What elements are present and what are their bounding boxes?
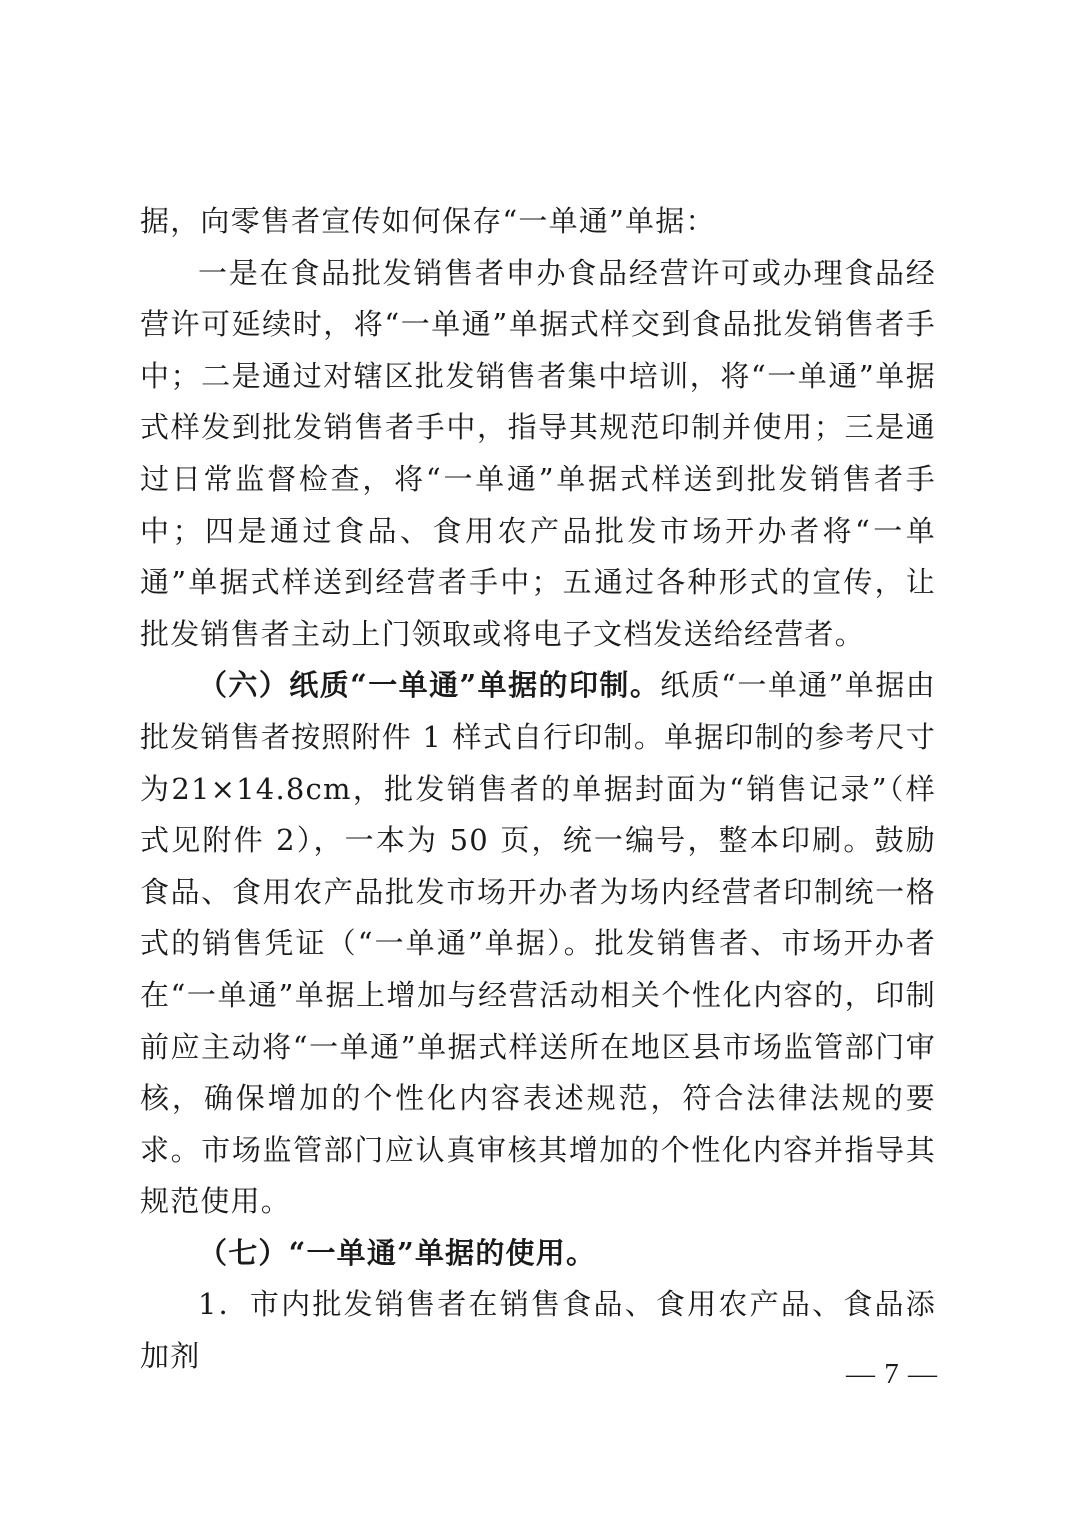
paragraph-text: 据，向零售者宣传如何保存“一单通”单据： xyxy=(140,204,716,238)
paragraph-text: 纸质“一单通”单据由批发销售者按照附件 1 样式自行印制。单据印制的参考尺寸为21×14.8cm，批发销售者的单据封面为“销售记录”（样式见附件 2），一本为 50 页，统一编号，整本印刷。鼓励食品、食用农产品批发市场开办者为场内经营者印制统一格式的销售凭证（“一单通”单据）。批发销售者、市场开办者在“一单通”单据上增加与经营活动相关个性化内容的，印制前应主动将“一单通”单据式样送所在地区县市场监管部门审核，确保增加的个性化内容表述规范，符合法律法规的要求。市场监管部门应认真审核其增加的个性化内容并指导其规范使用。 xyxy=(140,668,936,1219)
paragraph-section-six xyxy=(140,660,936,1228)
document-body xyxy=(140,196,936,1383)
section-heading-seven: （七）“一单通”单据的使用。 xyxy=(198,1235,597,1270)
paragraph-item-one xyxy=(140,1279,936,1382)
paragraph-text: 一是在食品批发销售者申办食品经营许可或办理食品经营许可延续时，将“一单通”单据式样交到食品批发销售者手中；二是通过对辖区批发销售者集中培训，将“一单通”单据式样发到批发销售者手中，指导其规范印制并使用；三是通过日常监督检查，将“一单通”单据式样送到批发销售者手中；四是通过食品、食用农产品批发市场开办者将“一单通”单据式样送到经营者手中；五通过各种形式的宣传，让批发销售者主动上门领取或将电子文档发送给经营者。 xyxy=(140,255,936,651)
paragraph-continuation xyxy=(140,196,936,248)
paragraph-text: 1．市内批发销售者在销售食品、食用农产品、食品添加剂 xyxy=(140,1287,936,1374)
page-number: — 7 — xyxy=(846,1358,938,1390)
paragraph-section-seven xyxy=(140,1228,936,1280)
paragraph-distribution-methods xyxy=(140,248,936,661)
section-heading-six: （六）纸质“一单通”单据的印制。 xyxy=(198,668,661,703)
